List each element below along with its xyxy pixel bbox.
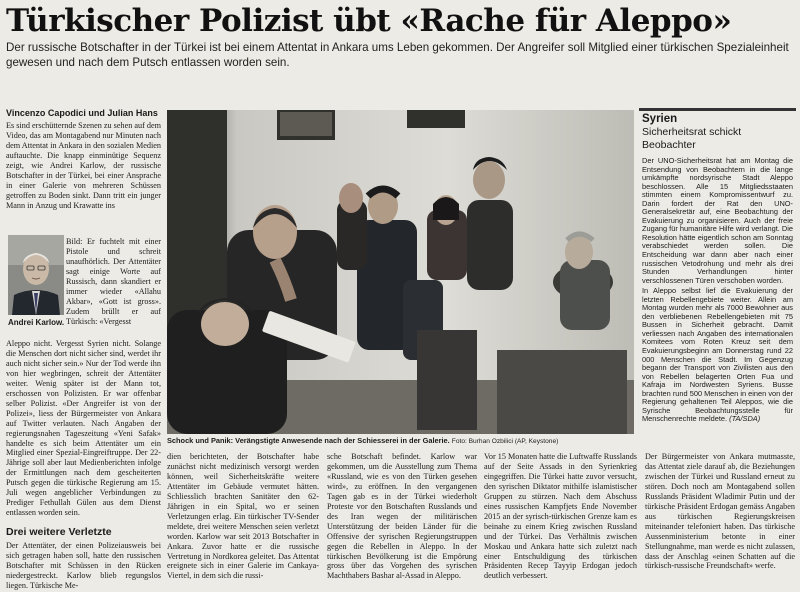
article-text-col1d: Der Attentäter, der einen Polizeiausweis bei sich getragen haben soll, hatte den russischen Botschafter mit Schüssen in den Rücken niedergestreckt. Karlow blieb regungslos liegen. Türkische Me- bbox=[6, 541, 161, 590]
sidebar-box bbox=[639, 108, 796, 448]
article-text-col3: sche Botschaft befindet. Karlow war gekommen, um die Ausstellung zum Thema «Russland, wie es von den Türken gesehen wird», zu eröffnen. In den vergangenen Tagen gab es in der Türkei wiederholt Proteste vor den Botschaften Russlands und des Iran wegen der militärischen Unterstützung der beiden Länder für die Offensive der syrischen Regierungstruppen gegen die Rebellen in Aleppo. In der türkischen Bevölkerung ist die Empörung gross über das Vorgehen des syrischen Machthabers Bashar al-Assad in Aleppo. bbox=[327, 452, 477, 581]
sidebar-subtitle: Sicherheitsrat schickt Beobachter bbox=[642, 126, 742, 151]
article-text-col1c: Aleppo nicht. Vergesst Syrien nicht. Solange die Menschen dort nicht sicher sind, werdet ihr auch nicht sicher sein.» Nur der Tod werde ihn von hier wegbringen, schreit der Attentäter weiter. Wenig später ist der Mann tot, erschossen von Polizisten. Er war offenbar selber Polizist. «Der Angreifer ist von der Polizei», liess der Bürgermeister von Ankara auf Twitter verlauten. Nach Angaben der regierungsnahen Tageszeitung «Yeni Safak» handelte es sich beim Attentäter um ein Mitglied einer Spezial-Eingreiftruppe. Der 22-Jährige soll aber laut Medienberichten infolge der Ermittlungen nach dem gescheiterten Putsch gegen die türkische Regierung am 15. Juli wegen angeblicher Verbindungen zu Prediger Fethullah Gülen aus dem Dienst entlassen worden sein. bbox=[6, 339, 161, 518]
sidebar-signature: (TA/SDA) bbox=[729, 414, 761, 424]
portrait-caption: Andrei Karlow. bbox=[8, 318, 65, 327]
main-photo bbox=[167, 110, 634, 434]
photo-credit: Foto: Burhan Ozbilici (AP, Keystone) bbox=[451, 438, 559, 445]
sidebar-title: Syrien bbox=[642, 113, 678, 125]
photo-caption bbox=[167, 436, 637, 445]
portrait-photo bbox=[8, 235, 64, 315]
article-text-col5: Der Bürgermeister von Ankara mutmasste, das Attentat ziele darauf ab, die Beziehungen zwischen der Türkei und Russland erneut zu stören. Doch noch am Montagabend sollen Russlands Präsident Wladimir Putin und der türkische Präsident Erdogan gemäss Angaben aus türkischen Regierungskreisen miteinander telefoniert haben. Das türkische Aussenministerium betonte in einer Stellungnahme, man werde es nicht zulassen, dass der Anschlag «einen Schatten auf die türkisch-russische Freundschaft» werfe. bbox=[645, 452, 795, 571]
sidebar-paragraph-2-text: In Aleppo selbst lief die Evakuierung der letzten Rebellengebiete weiter. Allein am Montag wurden mehr als 7000 Bewohner aus den verbliebenen Rebellengebieten mit 75 Bussen in Sicherheit gebracht. Damit verliessen nach Angaben des internationalen Komitees vom Roten Kreuz seit dem Evakuierungsbeginn am Donnerstag rund 22 000 Menschen die Stadt. Im Gegenzug begann der Transport von Zivilisten aus den von Rebellen belagerten Orten Fua und Kafraja im Nordwesten Syriens. Busse brachten rund 500 Menschen in einen von der Regierung gehaltenen Teil Aleppos, wie die Syrische Beobachtungsstelle für Menschenrechte meldete. bbox=[642, 286, 793, 424]
subheading: Drei weitere Verletzte bbox=[6, 526, 112, 538]
sidebar-paragraph-1: Der UNO-Sicherheitsrat hat am Montag die Entsendung von Beobachtern in die lange umkämpfte nordsyrische Stadt Aleppo beschlossen. Alle 15 Mitgliedsstaaten stimmten einem Kompromissentwurf zu. Darin fordert der Rat den UNO-Generalsekretär auf, eine Beobachtung der Evakuierung zu organisieren. Auch der freie Zugang für humanitäre Hilfe wird verlangt. Die Resolution hätte eigentlich schon am Sonntag verabschiedet werden sollen. Die Entscheidung war dann aber nach einer russischen Vetodrohung und mehr als drei Stunden Verhandlungen hinter verschlossenen Türen verschoben worden. bbox=[642, 156, 793, 285]
article-text-col1a: Es sind erschütternde Szenen zu sehen auf dem Video, das am Montagabend nur Minuten nach dem Attentat in Ankara in den sozialen Medien auftauchte. Die knapp einminütige Sequenz zeigt, wie Andrei Karlow, der russische Botschafter in der Türkei, bei einer Ansprache in einer Galerie von mehreren Schüssen getroffen zu Boden sinkt. Dann tritt ein junger Mann in Anzug und Krawatte ins bbox=[6, 121, 161, 210]
lead-paragraph: Der russische Botschafter in der Türkei ist bei einem Attentat in Ankara ums Leben gekommen. Der Angreifer soll Mitglied einer türkischen Spezialeinheit gewesen und nach dem Putsch entlassen worden sein. bbox=[6, 41, 789, 69]
photo-caption-text: Schock und Panik: Verängstigte Anwesende nach der Schiesserei in der Galerie. bbox=[167, 436, 450, 445]
headline: Türkischer Polizist übt «Rache für Aleppo» bbox=[6, 3, 732, 39]
article-text-col2: dien berichteten, der Botschafter habe zunächst nicht medizinisch versorgt werden können, weil Sicherheitskräfte weitere Attentäter im Gebäude vermutet hätten. Schliesslich brachten Sanitäter den 62-Jährigen in ein Spital, wo er seinen Verletzungen erlag. Ein türkischer TV-Sender meldete, drei weitere Menschen seien verletzt worden. Karlow war seit 2013 Botschafter in Ankara. Zuvor hatte er die russische Vertretung in Nordkorea geleitet. Das Attentat ereignete sich in einer Galerie im Cankaya-Viertel, in dem sich die russi- bbox=[167, 452, 319, 581]
sidebar-text bbox=[642, 157, 793, 424]
byline: Vincenzo Capodici und Julian Hans bbox=[6, 108, 158, 118]
article-text-col4: Vor 15 Monaten hatte die Luftwaffe Russlands auf der Seite Assads in den Syrienkrieg eingegriffen. Die Türkei hatte zuvor versucht, den syrischen Diktator mithilfe islamistischer Gruppen zu stürzen. Nach dem Abschuss eines russischen Kampfjets Ende November 2015 an der syrisch-türkischen Grenze kam es beinahe zu einem Krieg zwischen Russland und der Türkei. Das Verhältnis zwischen Moskau und Ankara hatte sich zuletzt nach einer Entschuldigung des türkischen Präsidenten Recep Tayyip Erdogan jedoch deutlich verbessert. bbox=[484, 452, 637, 581]
sidebar-paragraph-2 bbox=[642, 287, 793, 424]
article-text-col1b: Bild: Er fuchtelt mit einer Pistole und schreit unaufhörlich. Der Attentäter sagt einige Worte auf Russisch, dann skandiert er immer wieder «Allahu Akbar», «Gott ist gross». Zudem brüllt er auf Türkisch: «Vergesst bbox=[66, 237, 161, 326]
